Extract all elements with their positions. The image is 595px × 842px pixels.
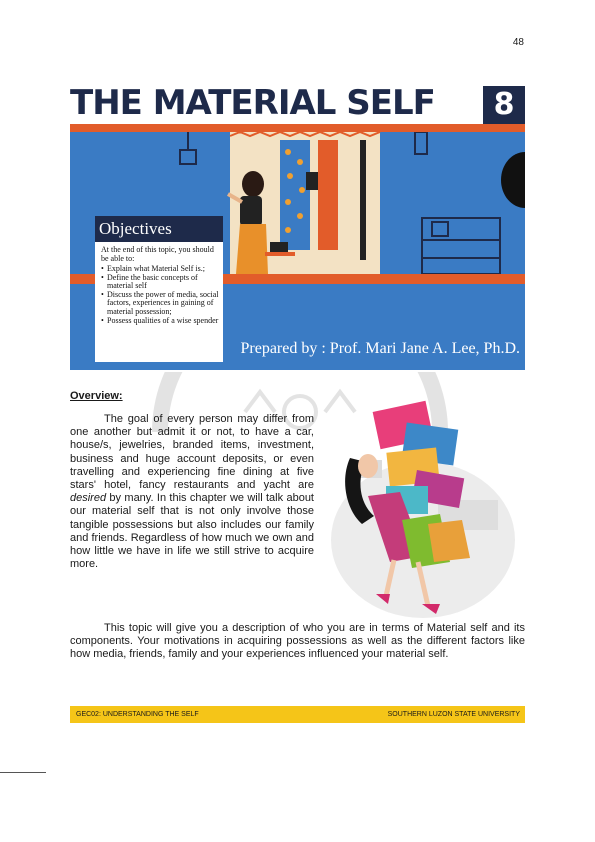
overview-heading: Overview:: [70, 390, 123, 402]
objectives-box: [95, 216, 223, 362]
chapter-banner: [70, 132, 525, 370]
page-number: 48: [512, 37, 524, 48]
objective-item: • Define the basic concepts of material self: [101, 274, 220, 291]
footer-bar: [70, 706, 525, 723]
objective-item: • Discuss the power of media, social factors, experiences in gaining of material possession;: [101, 291, 220, 317]
overview-paragraph-2: [70, 622, 525, 662]
chapter-header: [70, 83, 525, 124]
bottom-rule: [0, 772, 46, 773]
footer-course: GEC02: UNDERSTANDING THE SELF: [76, 711, 199, 718]
objective-item: • Possess qualities of a wise spender: [101, 317, 220, 326]
desired-emphasis: desired: [70, 492, 107, 505]
objective-item: • Explain what Material Self is.;: [101, 265, 220, 274]
objectives-list: [95, 265, 223, 325]
paragraph-2-text: This topic will give you a description of who you are in terms of Material self and its components. Your motivations in acquiring possessions as well as the different factors like how media, friends, family and your experiences influenced your material self.: [70, 622, 525, 661]
footer-university: SOUTHERN LUZON STATE UNIVERSITY: [387, 711, 520, 718]
chapter-number: 8: [483, 86, 525, 124]
overview-paragraph-1: [70, 413, 314, 571]
objectives-intro: At the end of this topic, you should be able to:: [101, 245, 214, 263]
objectives-title: Objectives: [95, 216, 223, 242]
prepared-by: Prepared by : Prof. Mari Jane A. Lee, Ph.D.: [240, 340, 520, 357]
paragraph-1-text-end: by many. In this chapter we will talk about our material self that is not only involve those tangible possessions but also includes our family and friends. Regardless of how much we own and how little we have in life we still strive to acquire more.: [70, 492, 314, 571]
paragraph-1-text: The goal of every person may differ from one another but admit it or not, to have a car, house/s, jewelries, branded items, investment, business and huge account deposits, or even travelling and experiencing fine dining at five stars' hotel, fancy restaurants and yacht are: [70, 413, 314, 492]
chapter-title: THE MATERIAL SELF: [70, 83, 435, 123]
shopping-woman-illustration: [328, 400, 518, 622]
header-orange-bar: [70, 124, 525, 132]
